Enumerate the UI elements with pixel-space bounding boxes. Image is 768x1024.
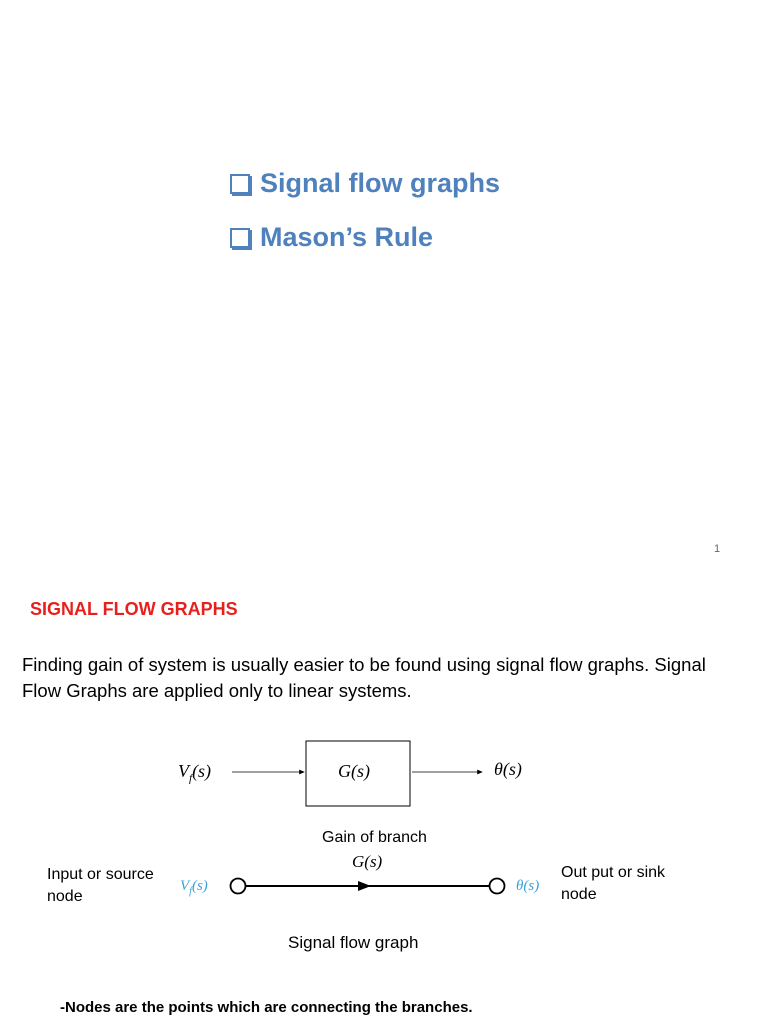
content-slide <box>0 566 768 1024</box>
source-node <box>231 879 246 894</box>
section-title: SIGNAL FLOW GRAPHS <box>30 599 238 619</box>
nodes-note: -Nodes are the points which are connecting the branches. <box>60 999 473 1016</box>
source-node-value: $V_f(s)$ <box>180 878 208 897</box>
bullet-item-signal-flow <box>230 168 500 199</box>
flow-graph-caption: Signal flow graph <box>288 933 419 952</box>
sink-node-label: Out put or sink node <box>561 864 666 903</box>
branch-gain-label: G(s) <box>352 852 383 871</box>
bullet-text: Mason’s Rule <box>260 222 434 252</box>
bullet-text: Signal flow graphs <box>260 168 501 198</box>
block-output-label: θ(s) <box>494 759 522 779</box>
source-node-label: Input or source node <box>47 866 154 905</box>
checkbox-bullet-icon <box>230 228 250 248</box>
block-gain-label: G(s) <box>338 761 370 781</box>
sink-node-value: θ(s) <box>516 878 540 894</box>
block-input-label: $V_f(s)$ <box>178 761 212 785</box>
checkbox-bullet-icon <box>230 174 250 194</box>
diagram-canvas <box>0 566 768 1024</box>
branch-arrow-icon <box>358 881 371 891</box>
sink-node <box>490 879 505 894</box>
intro-paragraph: Finding gain of system is usually easier to be found using signal flow graphs. Signal Flow Graphs are applied only to linear systems. <box>22 654 706 701</box>
slide-number: 1 <box>714 543 721 555</box>
gain-of-branch-label: Gain of branch <box>322 829 427 846</box>
bullet-item-masons-rule <box>230 222 433 253</box>
